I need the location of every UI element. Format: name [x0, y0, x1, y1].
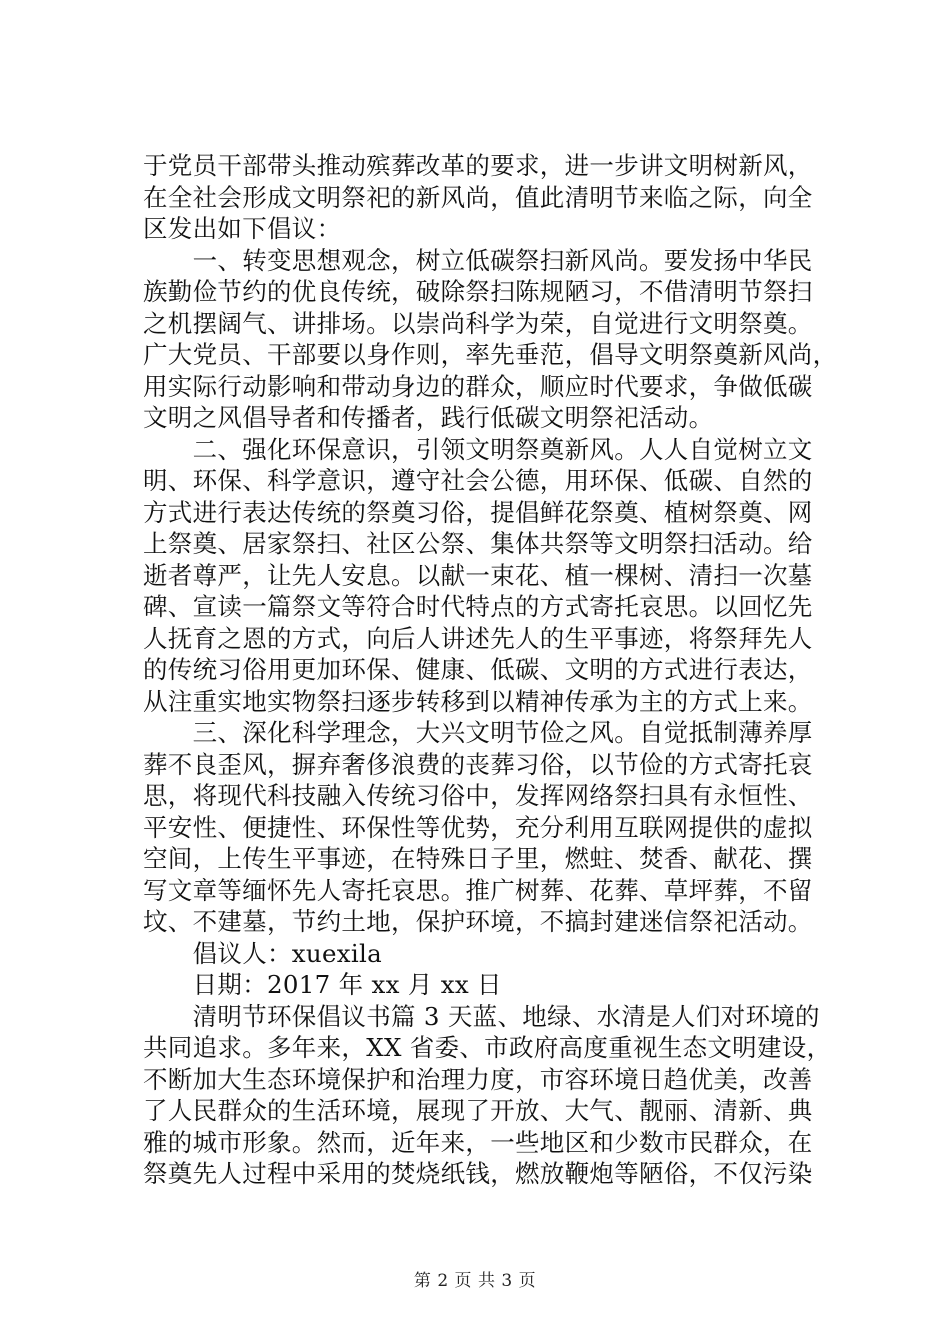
text-line: 用实际行动影响和带动身边的群众，顺应时代要求，争做低碳: [143, 371, 813, 401]
text-line: 写文章等缅怀先人寄托哀思。推广树葬、花葬、草坪葬，不留: [143, 875, 813, 905]
text-line: 了人民群众的生活环境，展现了开放、大气、靓丽、清新、典: [143, 1096, 813, 1125]
text-line: 在全社会形成文明祭祀的新风尚，值此清明节来临之际，向全: [143, 182, 813, 212]
text-line: 二、强化环保意识，引领文明祭奠新风。人人自觉树立文: [143, 434, 813, 464]
text-line: 一、转变思想观念，树立低碳祭扫新风尚。要发扬中华民: [143, 245, 813, 275]
text-line: 族勤俭节约的优良传统，破除祭扫陈规陋习，不借清明节祭扫: [143, 277, 813, 306]
text-line: 空间，上传生平事迹，在特殊日子里，燃蛀、焚香、献花、撰: [143, 844, 813, 873]
text-line: 坟、不建墓，节约土地，保护环境，不搞封建迷信祭祀活动。: [143, 907, 813, 936]
text-line: 明、环保、科学意识，遵守社会公德，用环保、低碳、自然的: [143, 466, 813, 495]
text-line: 于党员干部带头推动殡葬改革的要求，进一步讲文明树新风，: [143, 151, 813, 180]
signature-line: 倡议人：xuexila: [143, 938, 383, 968]
text-line: 雅的城市形象。然而，近年来，一些地区和少数市民群众，在: [143, 1127, 813, 1157]
text-line: 文明之风倡导者和传播者，践行低碳文明祭祀活动。: [143, 403, 714, 432]
text-line: 之机摆阔气、讲排场。以崇尚科学为荣，自觉进行文明祭奠。: [143, 308, 813, 338]
text-line: 广大党员、干部要以身作则，率先垂范，倡导文明祭奠新风尚，: [143, 340, 838, 369]
document-body: [143, 150, 838, 1190]
text-line: 上祭奠、居家祭扫、社区公祭、集体共祭等文明祭扫活动。给: [143, 529, 813, 558]
text-line: 清明节环保倡议书篇 3 天蓝、地绿、水清是人们对环境的: [143, 1001, 820, 1031]
text-line: 不断加大生态环境保护和治理力度，市容环境日趋优美，改善: [143, 1064, 813, 1094]
text-line: 碑、宣读一篇祭文等符合时代特点的方式寄托哀思。以回忆先: [143, 592, 813, 621]
text-line: 三、深化科学理念，大兴文明节俭之风。自觉抵制薄养厚: [143, 718, 813, 747]
text-line: 葬不良歪风，摒弃奢侈浪费的丧葬习俗，以节俭的方式寄托哀: [143, 749, 813, 779]
text-line: 逝者尊严，让先人安息。以献一束花、植一棵树、清扫一次墓: [143, 560, 813, 590]
date-line: 日期：2017 年 xx 月 xx 日: [143, 970, 502, 999]
text-line: 区发出如下倡议：: [143, 214, 342, 243]
text-line: 平安性、便捷性、环保性等优势，充分利用互联网提供的虚拟: [143, 812, 813, 842]
text-line: 共同追求。多年来，XX 省委、市政府高度重视生态文明建设，: [143, 1033, 832, 1062]
page-number-footer: 第 2 页 共 3 页: [413, 1271, 537, 1291]
text-line: 祭奠先人过程中采用的焚烧纸钱，燃放鞭炮等陋俗，不仅污染: [143, 1159, 813, 1188]
text-line: 的传统习俗用更加环保、健康、低碳、文明的方式进行表达，: [143, 655, 813, 684]
text-line: 思，将现代科技融入传统习俗中，发挥网络祭扫具有永恒性、: [143, 781, 813, 810]
text-line: 方式进行表达传统的祭奠习俗，提倡鲜花祭奠、植树祭奠、网: [143, 497, 813, 527]
text-line: 人抚育之恩的方式，向后人讲述先人的生平事迹，将祭拜先人: [143, 623, 813, 653]
text-line: 从注重实地实物祭扫逐步转移到以精神传承为主的方式上来。: [143, 686, 813, 716]
